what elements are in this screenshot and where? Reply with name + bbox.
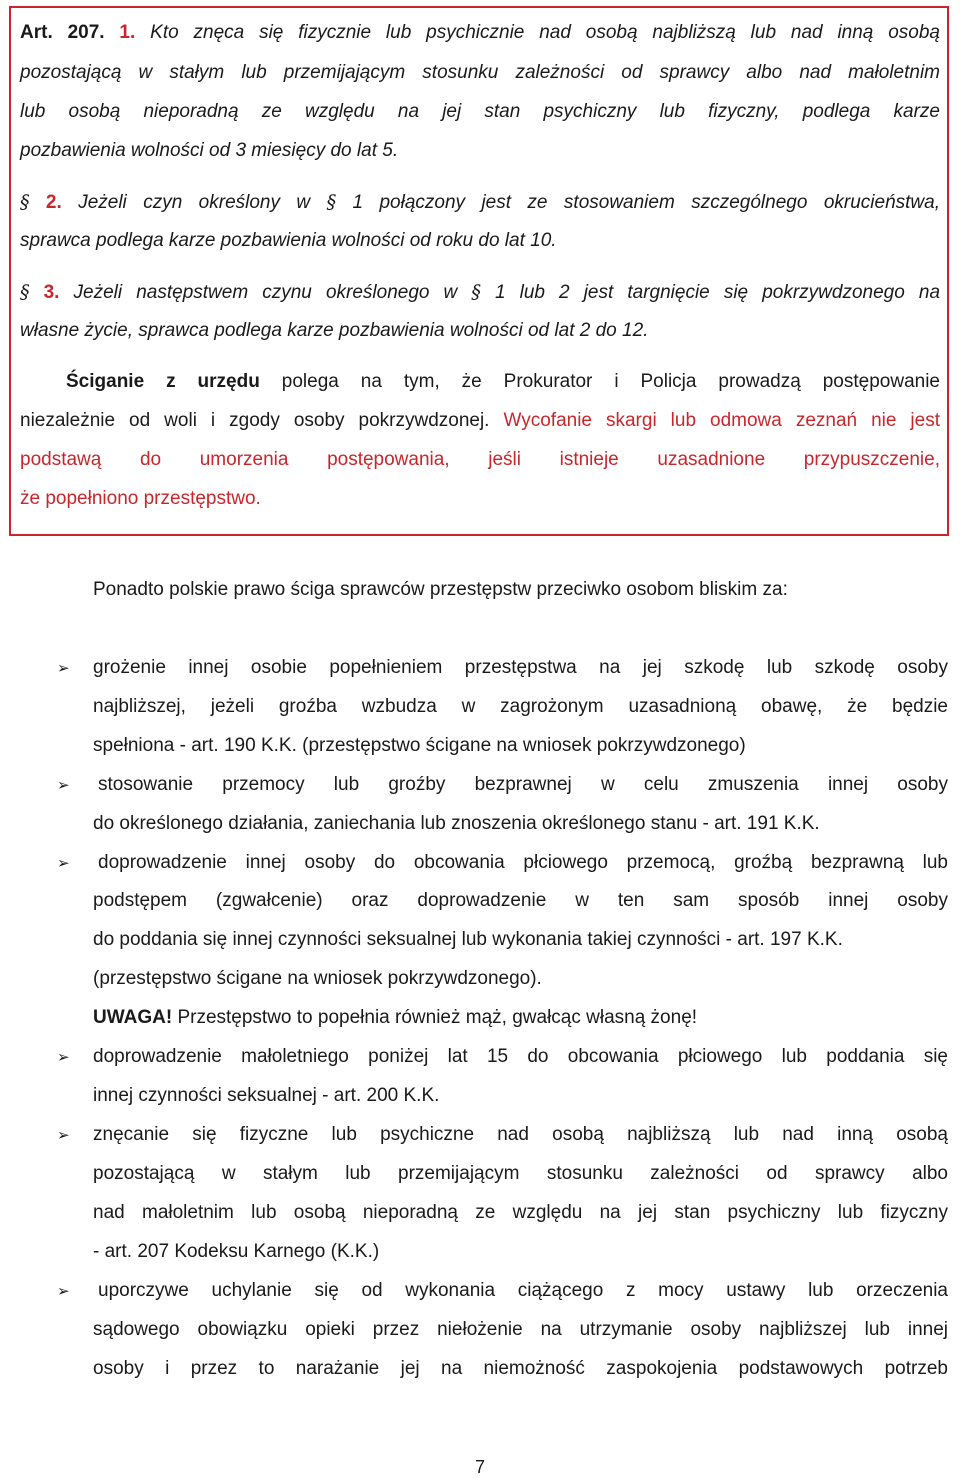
list-item-5-line2: pozostającą w stałym lub przemijającym stosunku zależności od sprawcy albo: [93, 1163, 948, 1184]
bullet-arrow-icon: ➢: [57, 776, 70, 794]
section-sign: §: [326, 191, 337, 213]
prosecution-line2: niezależnie od woli i zgody osoby pokrzywdzonej. Wycofanie skargi lub odmowa zeznań nie jest: [20, 410, 941, 431]
bullet-arrow-icon: ➢: [57, 1048, 70, 1066]
page-number: 7: [474, 1457, 485, 1477]
para1-number: 1.: [119, 22, 136, 43]
para2-number: 2.: [45, 192, 62, 213]
art-207-para3-line1: § 3. Jeżeli następstwem czynu określonego w § 1 lub 2 jest targnięcie się pokrzywdzonego na: [20, 281, 941, 303]
list-item-5-line4: - art. 207 Kodeksu Karnego (K.K.): [93, 1241, 380, 1262]
intro-text: Ponadto polskie prawo ściga sprawców przestępstw przeciwko osobom bliskim za:: [93, 579, 788, 600]
warning-note: UWAGA! Przestępstwo to popełnia również mąż, gwałcąc własną żonę!: [93, 1007, 698, 1028]
art-207-para2-line2: sprawca podlega karze pozbawienia wolności od roku do lat 10.: [20, 230, 557, 251]
art-207-para3-line2: własne życie, sprawca podlega karze pozbawienia wolności od lat 2 do 12.: [20, 320, 649, 341]
prosecution-line3: podstawą do umorzenia postępowania, jeśli istnieje uzasadnione przypuszczenie,: [20, 449, 940, 470]
art-207-para1-line1: [20, 22, 940, 44]
list-item-3-line2: podstępem (zgwałcenie) oraz doprowadzenie w ten sam sposób innej osoby: [93, 890, 948, 911]
para3-number: 3.: [43, 282, 60, 303]
bullet-arrow-icon: ➢: [57, 1282, 70, 1300]
section-sign: §: [20, 191, 30, 213]
list-item-3-line3: do poddania się innej czynności seksualnej lub wykonania takiej czynności - art. 197 K.K.: [93, 929, 843, 950]
list-item-4-line1: doprowadzenie małoletniego poniżej lat 15 do obcowania płciowego lub poddania się: [93, 1046, 948, 1067]
list-item-2-line1: stosowanie przemocy lub groźby bezprawnej w celu zmuszenia innej osoby: [98, 774, 948, 795]
art-207-para2-line1: § 2. Jeżeli czyn określony w § 1 połączony jest ze stosowaniem szczególnego okrucieństwa,: [20, 191, 940, 213]
list-item-5-line3: nad małoletnim lub osobą nieporadną ze względu na jej stan psychiczny lub fizyczny: [93, 1202, 948, 1223]
para1-text: Kto znęca się fizycznie lub psychicznie nad osobą najbliższą lub nad inną osobą: [150, 22, 940, 43]
bullet-arrow-icon: ➢: [57, 1126, 70, 1144]
list-item-5-line1: znęcanie się fizyczne lub psychiczne nad osobą najbliższą lub nad inną osobą: [93, 1124, 948, 1145]
art-207-para1-line4: pozbawienia wolności od 3 miesięcy do lat 5.: [20, 140, 399, 161]
warning-label: UWAGA!: [93, 1007, 173, 1028]
list-item-3-line4: (przestępstwo ścigane na wniosek pokrzywdzonego).: [93, 968, 542, 989]
prosecution-line4: że popełniono przestępstwo.: [20, 488, 261, 509]
article-label: Art. 207.: [20, 22, 105, 43]
art-207-para1-line3: lub osobą nieporadną ze względu na jej stan psychiczny lub fizyczny, podlega karze: [20, 101, 940, 122]
list-item-3-line1: doprowadzenie innej osoby do obcowania płciowego przemocą, groźbą bezprawną lub: [98, 852, 948, 873]
section-sign: §: [20, 281, 30, 303]
list-item-6-line2: sądowego obowiązku opieki przez niełożenie na utrzymanie osoby najbliższej lub innej: [93, 1319, 948, 1340]
list-item-6-line3: osoby i przez to narażanie jej na niemożność zaspokojenia podstawowych potrzeb: [93, 1358, 948, 1379]
prosecution-term: Ściganie z urzędu: [66, 371, 260, 392]
list-item-1-line1: grożenie innej osobie popełnieniem przestępstwa na jej szkodę lub szkodę osoby: [93, 657, 948, 678]
bullet-arrow-icon: ➢: [57, 659, 70, 677]
bullet-arrow-icon: ➢: [57, 854, 70, 872]
art-207-para1-line2: pozostającą w stałym lub przemijającym stosunku zależności od sprawcy albo nad małoletnim: [20, 62, 940, 83]
prosecution-line1: Ściganie z urzędu polega na tym, że Prokurator i Policja prowadzą postępowanie: [66, 371, 940, 392]
list-item-6-line1: uporczywe uchylanie się od wykonania ciążącego z mocy ustawy lub orzeczenia: [98, 1280, 948, 1301]
list-item-1-line3: spełniona - art. 190 K.K. (przestępstwo ścigane na wniosek pokrzywdzonego): [93, 735, 746, 756]
withdrawal-note: Wycofanie skargi lub odmowa zeznań nie jest: [503, 410, 941, 431]
list-item-1-line2: najbliższej, jeżeli groźba wzbudza w zagrożonym uzasadnioną obawę, że będzie: [93, 696, 948, 717]
list-item-4-line2: innej czynności seksualnej - art. 200 K.K.: [93, 1085, 440, 1106]
section-sign: §: [471, 281, 481, 303]
list-item-2-line2: do określonego działania, zaniechania lub znoszenia określonego stanu - art. 191 K.K.: [93, 813, 820, 834]
